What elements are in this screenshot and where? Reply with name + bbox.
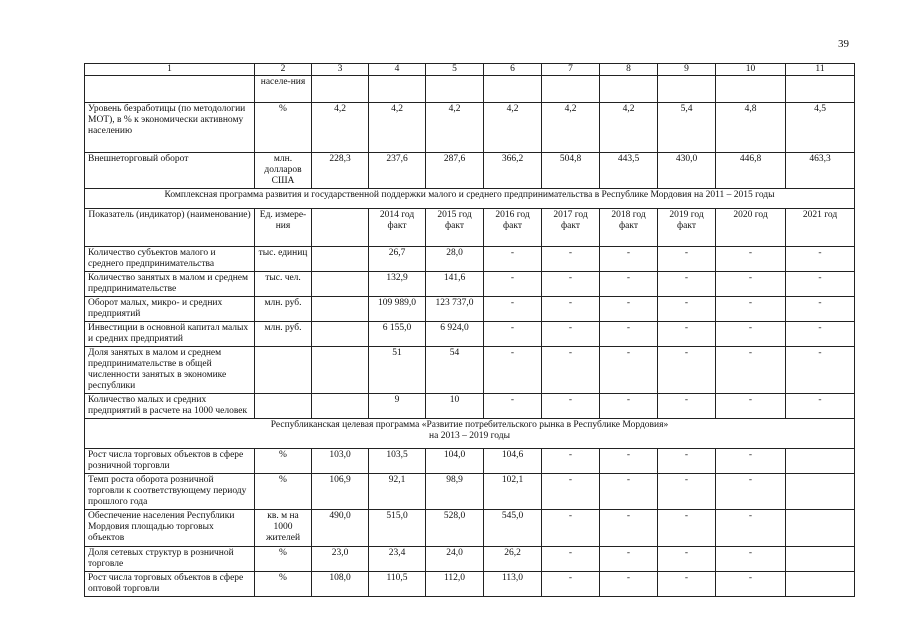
- value-cell: -: [716, 394, 786, 419]
- value-cell: 6 155,0: [369, 322, 426, 347]
- column-number-cell: 11: [786, 64, 855, 76]
- value-cell: -: [484, 322, 542, 347]
- value-cell: -: [600, 547, 658, 572]
- value-cell: -: [786, 322, 855, 347]
- value-cell: 504,8: [542, 153, 600, 189]
- indicator-name-cell: Доля сетевых структур в розничной торговле: [85, 547, 255, 572]
- value-cell: -: [716, 510, 786, 547]
- value-cell: -: [542, 449, 600, 474]
- value-cell: 26,2: [484, 547, 542, 572]
- header-cell-year: 2020 год: [716, 209, 786, 247]
- value-cell: -: [542, 474, 600, 510]
- value-cell: -: [484, 247, 542, 272]
- value-cell: -: [658, 247, 716, 272]
- value-cell: 103,0: [312, 449, 369, 474]
- table-row: [85, 153, 855, 189]
- indicator-name-cell: [85, 76, 255, 103]
- value-cell: 4,2: [426, 103, 484, 153]
- value-cell: -: [484, 347, 542, 394]
- value-cell: 430,0: [658, 153, 716, 189]
- value-cell: 10: [426, 394, 484, 419]
- table-row: [85, 272, 855, 297]
- unit-cell: населе-ния: [255, 76, 312, 103]
- empty-cell: [786, 474, 855, 510]
- value-cell: -: [658, 322, 716, 347]
- table-row: [85, 572, 855, 597]
- column-number-cell: 2: [255, 64, 312, 76]
- value-cell: -: [716, 297, 786, 322]
- value-cell: 5,4: [658, 103, 716, 153]
- value-cell: -: [716, 247, 786, 272]
- value-cell: [786, 76, 855, 103]
- section-title: [85, 419, 855, 449]
- value-cell: 463,3: [786, 153, 855, 189]
- indicator-name-cell: Внешнеторговый оборот: [85, 153, 255, 189]
- empty-cell: [312, 297, 369, 322]
- value-cell: -: [484, 272, 542, 297]
- value-cell: 123 737,0: [426, 297, 484, 322]
- value-cell: -: [600, 510, 658, 547]
- value-cell: -: [542, 347, 600, 394]
- value-cell: -: [600, 394, 658, 419]
- value-cell: [312, 76, 369, 103]
- header-cell-year: 2017 год факт: [542, 209, 600, 247]
- value-cell: [426, 76, 484, 103]
- value-cell: -: [542, 322, 600, 347]
- value-cell: 490,0: [312, 510, 369, 547]
- header-cell-year: 2015 год факт: [426, 209, 484, 247]
- table-row: [85, 547, 855, 572]
- indicator-name-cell: Темп роста оборота розничной торговли к соответствующему периоду прошлого года: [85, 474, 255, 510]
- value-cell: 9: [369, 394, 426, 419]
- indicator-name-cell: Количество малых и средних предприятий в расчете на 1000 человек: [85, 394, 255, 419]
- unit-cell: млн. долларов США: [255, 153, 312, 189]
- value-cell: -: [786, 247, 855, 272]
- value-cell: [658, 76, 716, 103]
- value-cell: 108,0: [312, 572, 369, 597]
- section-title: Комплексная программа развития и государственной поддержки малого и среднего предпринимательства в Республике Мордовия на 2011 – 2015 годы: [85, 189, 855, 209]
- value-cell: -: [658, 297, 716, 322]
- value-cell: -: [658, 272, 716, 297]
- value-cell: 104,0: [426, 449, 484, 474]
- value-cell: [600, 76, 658, 103]
- unit-cell: млн. руб.: [255, 322, 312, 347]
- value-cell: 4,2: [312, 103, 369, 153]
- value-cell: -: [716, 449, 786, 474]
- value-cell: -: [716, 572, 786, 597]
- value-cell: 51: [369, 347, 426, 394]
- table-row: [85, 247, 855, 272]
- unit-cell: %: [255, 547, 312, 572]
- value-cell: -: [786, 394, 855, 419]
- value-cell: 132,9: [369, 272, 426, 297]
- header-cell-year: 2016 год факт: [484, 209, 542, 247]
- value-cell: 98,9: [426, 474, 484, 510]
- value-cell: 287,6: [426, 153, 484, 189]
- header-cell-year: 2019 год факт: [658, 209, 716, 247]
- unit-cell: тыс. чел.: [255, 272, 312, 297]
- unit-cell: %: [255, 103, 312, 153]
- value-cell: 4,8: [716, 103, 786, 153]
- unit-cell: кв. м на 1000 жителей: [255, 510, 312, 547]
- value-cell: -: [658, 347, 716, 394]
- value-cell: -: [786, 272, 855, 297]
- value-cell: 106,9: [312, 474, 369, 510]
- value-cell: 54: [426, 347, 484, 394]
- column-number-cell: 5: [426, 64, 484, 76]
- indicators-table: [84, 63, 855, 597]
- value-cell: -: [542, 394, 600, 419]
- table-row: [85, 474, 855, 510]
- value-cell: -: [716, 547, 786, 572]
- indicator-name-cell: Доля занятых в малом и среднем предпринимательстве в общей численности занятых в экономике республики: [85, 347, 255, 394]
- unit-cell: %: [255, 474, 312, 510]
- value-cell: 366,2: [484, 153, 542, 189]
- column-number-row: [85, 64, 855, 76]
- empty-cell: [786, 449, 855, 474]
- section-title-row: [85, 419, 855, 449]
- value-cell: 23,0: [312, 547, 369, 572]
- value-cell: 103,5: [369, 449, 426, 474]
- unit-cell: [255, 347, 312, 394]
- value-cell: 446,8: [716, 153, 786, 189]
- empty-cell: [312, 394, 369, 419]
- value-cell: -: [600, 449, 658, 474]
- empty-cell: [786, 510, 855, 547]
- value-cell: -: [658, 547, 716, 572]
- value-cell: -: [542, 572, 600, 597]
- value-cell: [484, 76, 542, 103]
- table-row: [85, 394, 855, 419]
- indicator-name-cell: Инвестиции в основной капитал малых и средних предприятий: [85, 322, 255, 347]
- empty-cell: [312, 347, 369, 394]
- value-cell: 4,5: [786, 103, 855, 153]
- indicator-name-cell: Рост числа торговых объектов в сфере розничной торговли: [85, 449, 255, 474]
- header-cell-year: 2018 год факт: [600, 209, 658, 247]
- value-cell: -: [716, 272, 786, 297]
- value-cell: 92,1: [369, 474, 426, 510]
- header-cell-unit: Ед. измере-ния: [255, 209, 312, 247]
- value-cell: 4,2: [600, 103, 658, 153]
- value-cell: 528,0: [426, 510, 484, 547]
- unit-cell: [255, 394, 312, 419]
- value-cell: 6 924,0: [426, 322, 484, 347]
- unit-cell: млн. руб.: [255, 297, 312, 322]
- value-cell: 515,0: [369, 510, 426, 547]
- value-cell: -: [716, 474, 786, 510]
- column-number-cell: 1: [85, 64, 255, 76]
- header-row: [85, 209, 855, 247]
- value-cell: -: [484, 394, 542, 419]
- value-cell: -: [716, 347, 786, 394]
- value-cell: 4,2: [542, 103, 600, 153]
- value-cell: -: [600, 272, 658, 297]
- value-cell: 110,5: [369, 572, 426, 597]
- value-cell: 4,2: [369, 103, 426, 153]
- value-cell: [542, 76, 600, 103]
- column-number-cell: 4: [369, 64, 426, 76]
- value-cell: -: [542, 547, 600, 572]
- column-number-cell: 9: [658, 64, 716, 76]
- empty-cell: [786, 572, 855, 597]
- value-cell: 228,3: [312, 153, 369, 189]
- unit-cell: тыс. единиц: [255, 247, 312, 272]
- unit-cell: %: [255, 572, 312, 597]
- empty-cell: [312, 247, 369, 272]
- page-number: 39: [838, 38, 849, 50]
- header-cell-year: 2021 год: [786, 209, 855, 247]
- indicator-name-cell: Количество занятых в малом и среднем предпринимательстве: [85, 272, 255, 297]
- value-cell: -: [786, 347, 855, 394]
- value-cell: -: [542, 297, 600, 322]
- table-row: [85, 510, 855, 547]
- value-cell: -: [658, 572, 716, 597]
- value-cell: -: [658, 474, 716, 510]
- value-cell: 109 989,0: [369, 297, 426, 322]
- empty-cell: [786, 547, 855, 572]
- indicator-name-cell: Уровень безработицы (по методологии МОТ), в % к экономически активному населению: [85, 103, 255, 153]
- value-cell: -: [658, 394, 716, 419]
- value-cell: 23,4: [369, 547, 426, 572]
- value-cell: 113,0: [484, 572, 542, 597]
- value-cell: -: [542, 272, 600, 297]
- value-cell: -: [542, 247, 600, 272]
- value-cell: 237,6: [369, 153, 426, 189]
- indicator-name-cell: Оборот малых, микро- и средних предприятий: [85, 297, 255, 322]
- value-cell: 4,2: [484, 103, 542, 153]
- value-cell: -: [600, 572, 658, 597]
- value-cell: 104,6: [484, 449, 542, 474]
- value-cell: 545,0: [484, 510, 542, 547]
- value-cell: 112,0: [426, 572, 484, 597]
- indicator-name-cell: Рост числа торговых объектов в сфере оптовой торговли: [85, 572, 255, 597]
- section-title-line: на 2013 – 2019 годы: [429, 431, 510, 441]
- value-cell: 24,0: [426, 547, 484, 572]
- empty-cell: [312, 322, 369, 347]
- value-cell: -: [542, 510, 600, 547]
- section-title-line: Республиканская целевая программа «Развитие потребительского рынка в Республике Мордовия»: [270, 420, 669, 430]
- value-cell: -: [658, 510, 716, 547]
- value-cell: 28,0: [426, 247, 484, 272]
- table-row: [85, 449, 855, 474]
- indicator-name-cell: Обеспечение населения Республики Мордовия площадью торговых объектов: [85, 510, 255, 547]
- value-cell: -: [786, 297, 855, 322]
- unit-cell: %: [255, 449, 312, 474]
- value-cell: 443,5: [600, 153, 658, 189]
- table-row: [85, 347, 855, 394]
- value-cell: -: [600, 474, 658, 510]
- section-title-row: [85, 189, 855, 209]
- value-cell: 26,7: [369, 247, 426, 272]
- value-cell: -: [484, 297, 542, 322]
- header-cell-indicator: Показатель (индикатор) (наименование): [85, 209, 255, 247]
- table-row: [85, 76, 855, 103]
- value-cell: -: [658, 449, 716, 474]
- table-row: [85, 103, 855, 153]
- value-cell: -: [600, 347, 658, 394]
- column-number-cell: 6: [484, 64, 542, 76]
- value-cell: 102,1: [484, 474, 542, 510]
- value-cell: -: [716, 322, 786, 347]
- value-cell: [716, 76, 786, 103]
- header-cell-year: 2014 год факт: [369, 209, 426, 247]
- table-row: [85, 322, 855, 347]
- value-cell: -: [600, 322, 658, 347]
- table-row: [85, 297, 855, 322]
- value-cell: 141,6: [426, 272, 484, 297]
- indicator-name-cell: Количество субъектов малого и среднего предпринимательства: [85, 247, 255, 272]
- empty-cell: [312, 272, 369, 297]
- column-number-cell: 8: [600, 64, 658, 76]
- value-cell: [369, 76, 426, 103]
- value-cell: -: [600, 247, 658, 272]
- value-cell: -: [600, 297, 658, 322]
- column-number-cell: 7: [542, 64, 600, 76]
- column-number-cell: 3: [312, 64, 369, 76]
- column-number-cell: 10: [716, 64, 786, 76]
- header-cell-empty: [312, 209, 369, 247]
